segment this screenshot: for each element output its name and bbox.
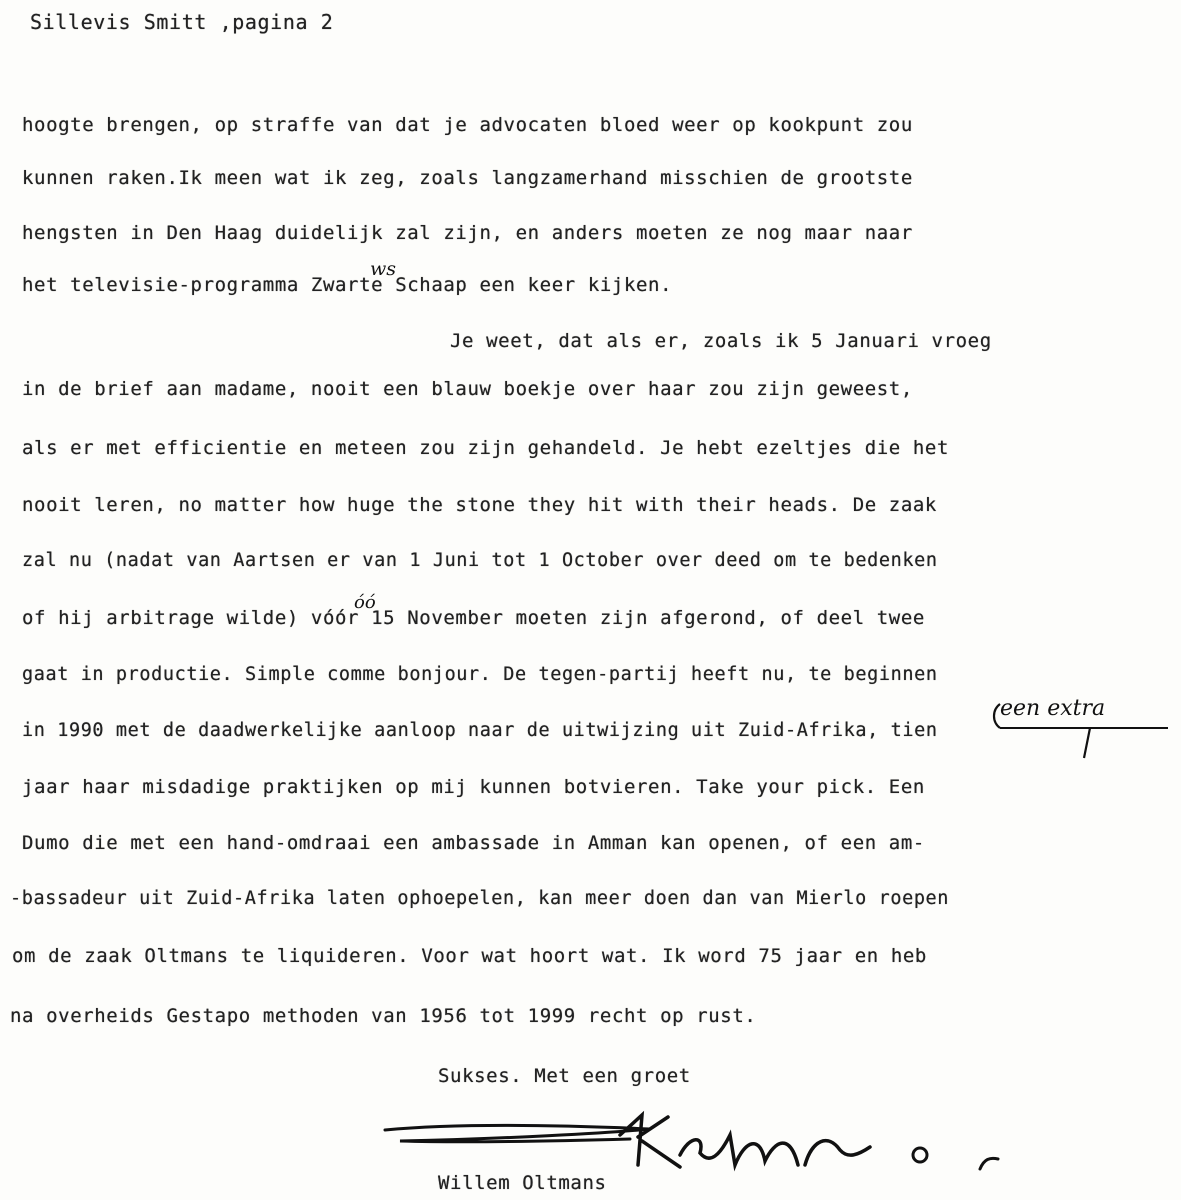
signature-image (380, 1095, 1020, 1175)
handwritten-insert-ws: ws (370, 258, 397, 280)
text-line-7: als er met efficientie en meteen zou zijn gehandeld. Je hebt ezeltjes die het (22, 437, 949, 459)
insertion-mark (990, 700, 1180, 760)
text-line-14: Dumo die met een hand-omdraai een ambassade in Amman kan openen, of een am- (22, 832, 925, 854)
text-line-9: zal nu (nadat van Aartsen er van 1 Juni tot 1 October over deed om te bedenken (22, 550, 938, 571)
text-line-15: -bassadeur uit Zuid-Afrika laten ophoepelen, kan meer doen dan van Mierlo roepen (10, 888, 950, 909)
handwritten-een-extra: een extra (1000, 696, 1106, 721)
typed-signature-name: Willem Oltmans (438, 1172, 607, 1194)
text-line-3: hengsten in Den Haag duidelijk zal zijn, en anders moeten ze nog maar naar (22, 222, 913, 244)
text-line-6: in de brief aan madame, nooit een blauw boekje over haar zou zijn geweest, (22, 378, 913, 400)
text-line-5: Je weet, dat als er, zoals ik 5 Januari vroeg (450, 330, 992, 352)
text-line-8: nooit leren, no matter how huge the stone they hit with their heads. De zaak (22, 494, 937, 516)
text-line-11: gaat in productie. Simple comme bonjour. De tegen-partij heeft nu, te beginnen (22, 664, 938, 685)
text-line-13: jaar haar misdadige praktijken op mij kunnen botvieren. Take your pick. Een (22, 776, 925, 798)
text-line-10: of hij arbitrage wilde) vóór 15 November moeten zijn afgerond, of deel twee (22, 607, 925, 629)
text-line-1: hoogte brengen, op straffe van dat je advocaten bloed weer op kookpunt zou (22, 114, 913, 136)
text-line-16: om de zaak Oltmans te liquideren. Voor wat hoort wat. Ik word 75 jaar en heb (12, 945, 927, 967)
text-line-12: in 1990 met de daadwerkelijke aanloop naar de uitwijzing uit Zuid-Afrika, tien (22, 720, 938, 741)
closing-greeting: Sukses. Met een groet (438, 1065, 691, 1087)
page-header: Sillevis Smitt ,pagina 2 (30, 10, 334, 34)
text-line-2: kunnen raken.Ik meen wat ik zeg, zoals langzamerhand misschien de grootste (22, 167, 913, 189)
handwritten-accent-voor: óó (354, 592, 376, 613)
text-line-17: na overheids Gestapo methoden van 1956 tot 1999 recht op rust. (10, 1005, 757, 1027)
text-line-4: het televisie-programma Zwarte Schaap een keer kijken. (22, 274, 673, 296)
